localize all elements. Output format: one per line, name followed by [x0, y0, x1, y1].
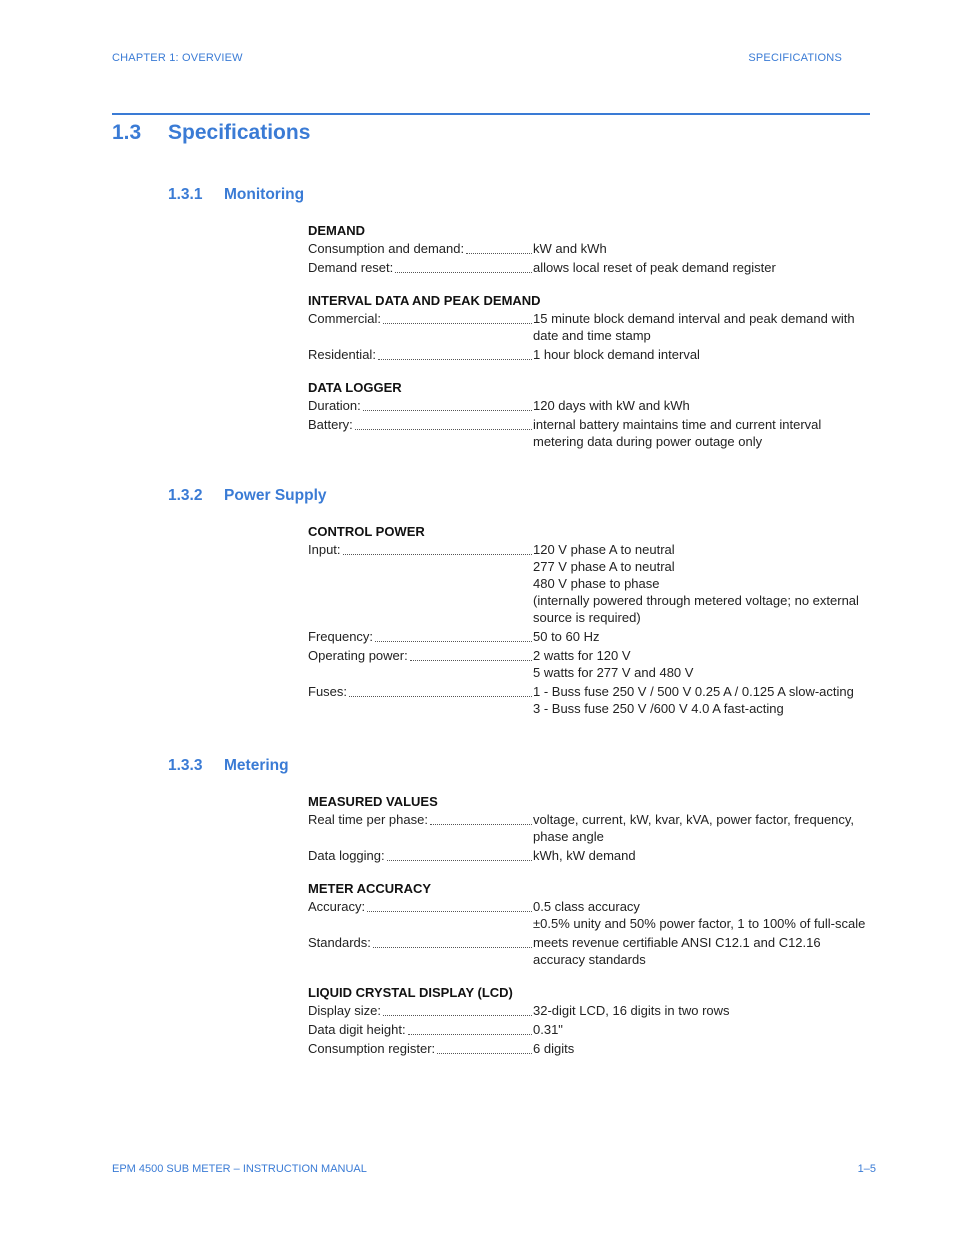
- spec-value: [533, 1021, 870, 1038]
- spec-label-wrap: [308, 416, 533, 450]
- footer-page-number: 1–5: [857, 1163, 876, 1175]
- running-header-chapter: CHAPTER 1: OVERVIEW: [112, 52, 243, 64]
- spec-label: Accuracy:: [308, 899, 366, 914]
- spec-group-title: MEASURED VALUES: [308, 794, 438, 809]
- spec-label-wrap: [308, 346, 533, 363]
- dot-leader: [383, 1002, 532, 1016]
- spec-row: [308, 628, 870, 645]
- spec-value: [533, 541, 870, 626]
- spec-label: Frequency:: [308, 629, 374, 644]
- dot-leader: [383, 310, 532, 324]
- subsection-number: 1.3.1: [168, 186, 203, 203]
- spec-label: Commercial:: [308, 311, 381, 326]
- spec-block: [308, 793, 870, 1073]
- spec-row: [308, 934, 870, 968]
- spec-row: [308, 541, 870, 626]
- spec-label-wrap: [308, 934, 533, 968]
- spec-label-wrap: [308, 240, 533, 257]
- spec-value: [533, 683, 870, 717]
- spec-label: Residential:: [308, 347, 376, 362]
- spec-group-title: DEMAND: [308, 223, 366, 238]
- spec-label-wrap: [308, 397, 533, 414]
- spec-label-wrap: [308, 847, 533, 864]
- subsection-title: Monitoring: [224, 186, 305, 203]
- spec-group-title: DATA LOGGER: [308, 380, 402, 395]
- spec-group-title: LIQUID CRYSTAL DISPLAY (LCD): [308, 985, 513, 1000]
- dot-leader: [430, 811, 532, 825]
- spec-label: Consumption and demand:: [308, 241, 465, 256]
- spec-group: [308, 222, 870, 276]
- spec-value-line: kWh, kW demand: [533, 848, 636, 863]
- spec-value-line: 3 - Buss fuse 250 V /600 V 4.0 A fast-acting: [533, 701, 784, 716]
- subsection-heading: [168, 186, 304, 204]
- spec-label-wrap: [308, 310, 533, 344]
- dot-leader: [437, 1040, 532, 1054]
- spec-label: Real time per phase:: [308, 812, 428, 827]
- spec-group: [308, 379, 870, 450]
- spec-label: Fuses:: [308, 684, 348, 699]
- subsection-title: Metering: [224, 757, 289, 774]
- section-rule: [112, 113, 870, 115]
- spec-value: [533, 811, 870, 845]
- spec-value-line: 1 - Buss fuse 250 V / 500 V 0.25 A / 0.125 A slow-acting: [533, 684, 854, 699]
- spec-row: [308, 240, 870, 257]
- spec-row: [308, 847, 870, 864]
- running-header-section: SPECIFICATIONS: [748, 52, 842, 64]
- spec-label-wrap: [308, 628, 533, 645]
- spec-group: [308, 292, 870, 363]
- spec-label-wrap: [308, 259, 533, 276]
- spec-row: [308, 346, 870, 363]
- spec-value-line: 0.5 class accuracy: [533, 899, 640, 914]
- spec-value-line: 6 digits: [533, 1041, 575, 1056]
- spec-value: [533, 346, 870, 363]
- dot-leader: [367, 898, 532, 912]
- spec-label: Input:: [308, 542, 341, 557]
- spec-group-title: METER ACCURACY: [308, 881, 432, 896]
- spec-group: [308, 793, 870, 864]
- dot-leader: [355, 416, 532, 430]
- spec-label: Demand reset:: [308, 260, 394, 275]
- spec-label: Battery:: [308, 417, 353, 432]
- spec-value-line: 120 days with kW and kWh: [533, 398, 690, 413]
- spec-value-line: (internally powered through metered voltage; no external source is required): [533, 593, 859, 625]
- subsection-number: 1.3.2: [168, 487, 203, 504]
- spec-value: [533, 1040, 870, 1057]
- spec-row: [308, 416, 870, 450]
- spec-label-wrap: [308, 541, 533, 626]
- spec-label: Display size:: [308, 1003, 381, 1018]
- spec-row: [308, 647, 870, 681]
- dot-leader: [363, 397, 532, 411]
- spec-value-line: allows local reset of peak demand register: [533, 260, 776, 275]
- spec-value-line: 1 hour block demand interval: [533, 347, 700, 362]
- dot-leader: [408, 1021, 532, 1035]
- spec-value-line: 2 watts for 120 V: [533, 648, 631, 663]
- spec-row: [308, 1021, 870, 1038]
- spec-value: [533, 934, 870, 968]
- subsection-heading: [168, 757, 289, 775]
- spec-value: [533, 647, 870, 681]
- spec-value: [533, 310, 870, 344]
- dot-leader: [375, 628, 532, 642]
- spec-value-line: ±0.5% unity and 50% power factor, 1 to 100% of full-scale: [533, 916, 866, 931]
- spec-row: [308, 259, 870, 276]
- spec-value-line: kW and kWh: [533, 241, 607, 256]
- dot-leader: [395, 259, 532, 273]
- spec-label: Operating power:: [308, 648, 408, 663]
- spec-group-title: INTERVAL DATA AND PEAK DEMAND: [308, 293, 541, 308]
- spec-label-wrap: [308, 683, 533, 717]
- spec-value-line: 277 V phase A to neutral: [533, 559, 675, 574]
- spec-value-line: 5 watts for 277 V and 480 V: [533, 665, 694, 680]
- spec-value: [533, 259, 870, 276]
- dot-leader: [466, 240, 532, 254]
- spec-label-wrap: [308, 811, 533, 845]
- subsection-title: Power Supply: [224, 487, 327, 504]
- section-heading: [112, 121, 310, 145]
- spec-value-line: 0.31": [533, 1022, 563, 1037]
- spec-value: [533, 416, 870, 450]
- dot-leader: [343, 541, 532, 555]
- spec-value-line: 50 to 60 Hz: [533, 629, 600, 644]
- spec-value: [533, 628, 870, 645]
- spec-label: Duration:: [308, 398, 361, 413]
- dot-leader: [373, 934, 532, 948]
- dot-leader: [387, 847, 532, 861]
- spec-value-line: meets revenue certifiable ANSI C12.1 and C12.16 accuracy standards: [533, 935, 821, 967]
- spec-value-line: 120 V phase A to neutral: [533, 542, 675, 557]
- spec-label-wrap: [308, 1040, 533, 1057]
- dot-leader: [349, 683, 532, 697]
- footer-manual-title: EPM 4500 SUB METER – INSTRUCTION MANUAL: [112, 1163, 367, 1175]
- spec-label-wrap: [308, 647, 533, 681]
- spec-block: [308, 222, 870, 466]
- spec-row: [308, 683, 870, 717]
- dot-leader: [410, 647, 532, 661]
- subsection-number: 1.3.3: [168, 757, 203, 774]
- spec-label: Data digit height:: [308, 1022, 406, 1037]
- spec-value: [533, 397, 870, 414]
- spec-label-wrap: [308, 1021, 533, 1038]
- section-number: 1.3: [112, 121, 142, 144]
- spec-value: [533, 1002, 870, 1019]
- spec-value-line: 480 V phase to phase: [533, 576, 660, 591]
- spec-value-line: voltage, current, kW, kvar, kVA, power factor, frequency, phase angle: [533, 812, 855, 844]
- spec-row: [308, 310, 870, 344]
- spec-label: Data logging:: [308, 848, 385, 863]
- spec-value-line: internal battery maintains time and current interval metering data during power outage only: [533, 417, 822, 449]
- dot-leader: [378, 346, 532, 360]
- spec-value: [533, 847, 870, 864]
- spec-value: [533, 240, 870, 257]
- spec-value-line: 15 minute block demand interval and peak demand with date and time stamp: [533, 311, 855, 343]
- spec-row: [308, 1040, 870, 1057]
- spec-value: [533, 898, 870, 932]
- spec-label: Standards:: [308, 935, 371, 950]
- spec-row: [308, 811, 870, 845]
- spec-row: [308, 898, 870, 932]
- spec-group-title: CONTROL POWER: [308, 524, 425, 539]
- spec-row: [308, 397, 870, 414]
- spec-label-wrap: [308, 1002, 533, 1019]
- section-title: Specifications: [168, 121, 311, 144]
- spec-block: [308, 523, 870, 733]
- spec-label: Consumption register:: [308, 1041, 436, 1056]
- spec-group: [308, 523, 870, 717]
- spec-label-wrap: [308, 898, 533, 932]
- spec-group: [308, 984, 870, 1057]
- spec-group: [308, 880, 870, 968]
- subsection-heading: [168, 487, 327, 505]
- spec-row: [308, 1002, 870, 1019]
- spec-value-line: 32-digit LCD, 16 digits in two rows: [533, 1003, 730, 1018]
